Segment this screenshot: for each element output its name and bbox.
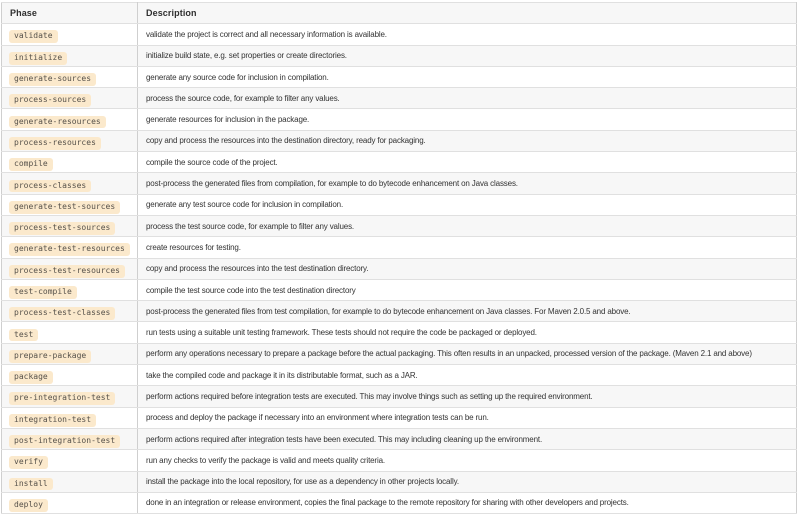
phase-cell <box>2 173 138 194</box>
phase-description: compile the test source code into the test destination directory <box>138 279 797 300</box>
phase-description: process the source code, for example to filter any values. <box>138 88 797 109</box>
phase-cell <box>2 66 138 87</box>
phase-cell <box>2 152 138 173</box>
table-row <box>2 343 797 364</box>
phase-description: perform actions required after integration tests have been executed. This may including cleaning up the environment. <box>138 428 797 449</box>
phase-code: compile <box>9 158 53 171</box>
table-row <box>2 109 797 130</box>
phase-cell <box>2 407 138 428</box>
phase-cell <box>2 343 138 364</box>
phase-cell <box>2 322 138 343</box>
phase-description: perform any operations necessary to prepare a package before the actual packaging. This often results in an unpacked, processed version of the package. (Maven 2.1 and above) <box>138 343 797 364</box>
phase-code: process-test-classes <box>9 307 115 320</box>
phase-code: process-resources <box>9 137 101 150</box>
phase-cell <box>2 428 138 449</box>
phase-code: test <box>9 329 38 342</box>
phase-code: install <box>9 478 53 491</box>
table-row <box>2 88 797 109</box>
phase-cell <box>2 471 138 492</box>
table-row <box>2 428 797 449</box>
table-row <box>2 215 797 236</box>
table-row <box>2 45 797 66</box>
table-row <box>2 237 797 258</box>
phase-cell <box>2 258 138 279</box>
phase-code: pre-integration-test <box>9 392 115 405</box>
phase-code: process-classes <box>9 180 91 193</box>
phase-cell <box>2 386 138 407</box>
phase-description: process the test source code, for example to filter any values. <box>138 215 797 236</box>
phase-code: package <box>9 371 53 384</box>
table-row <box>2 365 797 386</box>
phase-description: validate the project is correct and all necessary information is available. <box>138 24 797 45</box>
table-row <box>2 386 797 407</box>
table-row <box>2 279 797 300</box>
phase-description: initialize build state, e.g. set properties or create directories. <box>138 45 797 66</box>
phase-description: take the compiled code and package it in its distributable format, such as a JAR. <box>138 365 797 386</box>
phase-description: perform actions required before integration tests are executed. This may involve things such as setting up the required environment. <box>138 386 797 407</box>
table-row <box>2 24 797 45</box>
phase-description: generate any test source code for inclusion in compilation. <box>138 194 797 215</box>
maven-lifecycle-table <box>1 2 797 514</box>
phase-code: process-sources <box>9 94 91 107</box>
phase-description: install the package into the local repository, for use as a dependency in other projects locally. <box>138 471 797 492</box>
phase-code: prepare-package <box>9 350 91 363</box>
phase-cell <box>2 279 138 300</box>
phase-code: process-test-resources <box>9 265 125 278</box>
phase-description: post-process the generated files from test compilation, for example to do bytecode enhancement on Java classes. For Maven 2.0.5 and above. <box>138 301 797 322</box>
phase-code: validate <box>9 30 58 43</box>
phase-code: verify <box>9 456 48 469</box>
phase-cell <box>2 301 138 322</box>
phase-cell <box>2 130 138 151</box>
phase-cell <box>2 24 138 45</box>
table-row <box>2 66 797 87</box>
table-row <box>2 450 797 471</box>
phase-cell <box>2 215 138 236</box>
phase-column-header: Phase <box>2 3 138 24</box>
phase-description: generate resources for inclusion in the package. <box>138 109 797 130</box>
table-row <box>2 173 797 194</box>
phase-description: create resources for testing. <box>138 237 797 258</box>
phase-description: done in an integration or release environment, copies the final package to the remote repository for sharing with other developers and projects. <box>138 492 797 513</box>
table-row <box>2 130 797 151</box>
phase-cell <box>2 450 138 471</box>
table-row <box>2 407 797 428</box>
phase-cell <box>2 194 138 215</box>
table-row <box>2 301 797 322</box>
phase-description: run any checks to verify the package is valid and meets quality criteria. <box>138 450 797 471</box>
phase-description: generate any source code for inclusion in compilation. <box>138 66 797 87</box>
description-column-header: Description <box>138 3 797 24</box>
phase-cell <box>2 237 138 258</box>
phase-cell <box>2 365 138 386</box>
table-row <box>2 258 797 279</box>
phase-description: compile the source code of the project. <box>138 152 797 173</box>
phase-code: generate-test-resources <box>9 243 130 256</box>
phase-description: copy and process the resources into the test destination directory. <box>138 258 797 279</box>
table-row <box>2 152 797 173</box>
phase-code: post-integration-test <box>9 435 120 448</box>
phase-cell <box>2 492 138 513</box>
phase-code: generate-resources <box>9 116 106 129</box>
phase-description: process and deploy the package if necessary into an environment where integration tests can be run. <box>138 407 797 428</box>
table-body <box>2 24 797 514</box>
phase-cell <box>2 109 138 130</box>
phase-code: test-compile <box>9 286 77 299</box>
phase-description: run tests using a suitable unit testing framework. These tests should not require the code be packaged or deployed. <box>138 322 797 343</box>
phase-code: process-test-sources <box>9 222 115 235</box>
phase-cell <box>2 45 138 66</box>
phase-code: generate-test-sources <box>9 201 120 214</box>
phase-description: post-process the generated files from compilation, for example to do bytecode enhancement on Java classes. <box>138 173 797 194</box>
phase-code: generate-sources <box>9 73 96 86</box>
table-row <box>2 492 797 513</box>
table-row <box>2 194 797 215</box>
phase-description: copy and process the resources into the destination directory, ready for packaging. <box>138 130 797 151</box>
phase-cell <box>2 88 138 109</box>
table-row <box>2 471 797 492</box>
phase-code: integration-test <box>9 414 96 427</box>
phase-code: deploy <box>9 499 48 512</box>
table-row <box>2 322 797 343</box>
header-row <box>2 3 797 24</box>
phase-code: initialize <box>9 52 67 65</box>
